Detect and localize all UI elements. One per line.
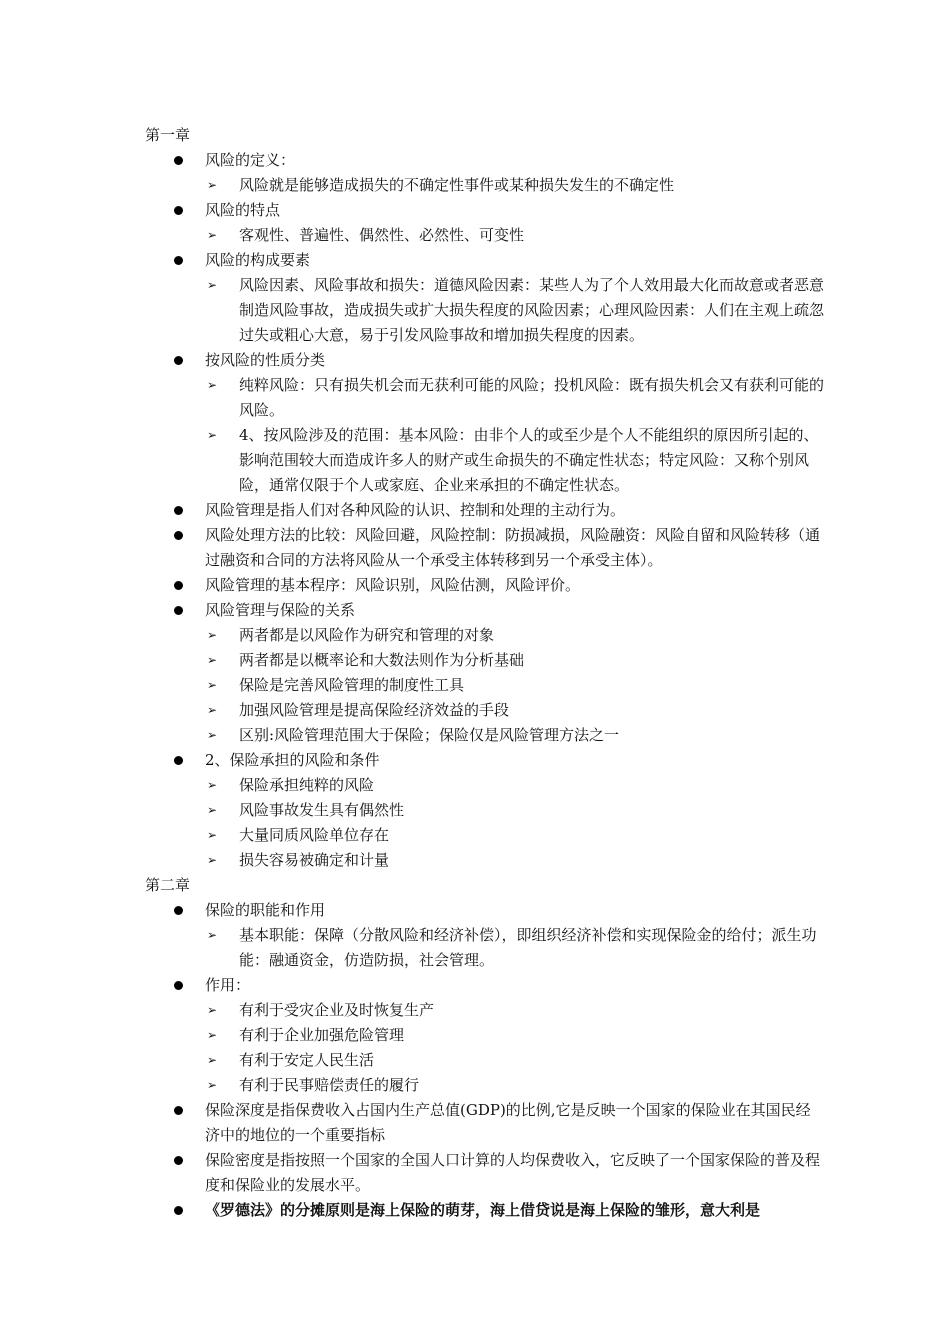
- bullet-dot-icon: [174, 256, 183, 265]
- bullet-text: 风险的定义：: [205, 151, 296, 169]
- bullet-dot-icon: [174, 906, 183, 915]
- sub-item: [145, 223, 825, 248]
- sub-item-text: 两者都是以风险作为研究和管理的对象: [239, 626, 495, 644]
- sub-item: [145, 423, 825, 498]
- bullet-item: [145, 573, 825, 598]
- arrow-bullet-icon: ➢: [207, 653, 218, 667]
- bullet-dot-icon: [174, 606, 183, 615]
- sub-item-text: 基本职能：保障（分散风险和经济补偿），即组织经济补偿和实现保险金的给付；派生功能：融通资金，仿造防损，社会管理。: [239, 926, 817, 969]
- bullet-text: 风险的构成要素: [205, 251, 311, 269]
- arrow-bullet-icon: ➢: [207, 778, 218, 792]
- arrow-bullet-icon: ➢: [207, 703, 218, 717]
- bullet-item: [145, 598, 825, 623]
- bullet-text: 保险密度是指按照一个国家的全国人口计算的人均保费收入，它反映了一个国家保险的普及程度和保险业的发展水平。: [205, 1151, 821, 1194]
- sub-item-text: 风险事故发生具有偶然性: [239, 801, 405, 819]
- arrow-bullet-icon: ➢: [207, 428, 218, 442]
- arrow-bullet-icon: ➢: [207, 628, 218, 642]
- bullet-text: 按风险的性质分类: [205, 351, 326, 369]
- bullet-text: 2、保险承担的风险和条件: [205, 751, 380, 769]
- bullet-text: 风险管理与保险的关系: [205, 601, 356, 619]
- sub-item-text: 客观性、普遍性、偶然性、必然性、可变性: [239, 226, 525, 244]
- sub-item-text: 有利于民事赔偿责任的履行: [239, 1076, 420, 1094]
- sub-item: [145, 1073, 825, 1098]
- bullet-text: 风险管理是指人们对各种风险的认识、控制和处理的主动行为。: [205, 501, 626, 519]
- bullet-item: [145, 898, 825, 923]
- bullet-dot-icon: [174, 1106, 183, 1115]
- sub-item-text: 两者都是以概率论和大数法则作为分析基础: [239, 651, 525, 669]
- sub-item: [145, 1023, 825, 1048]
- bullet-item: [145, 1098, 825, 1148]
- sub-item: [145, 173, 825, 198]
- sub-item-text: 有利于安定人民生活: [239, 1051, 375, 1069]
- bullet-dot-icon: [174, 756, 183, 765]
- sub-item: [145, 773, 825, 798]
- arrow-bullet-icon: ➢: [207, 228, 218, 242]
- sub-item-text: 风险因素、风险事故和损失：道德风险因素：某些人为了个人效用最大化而故意或者恶意制造风险事故，造成损失或扩大损失程度的风险因素；心理风险因素：人们在主观上疏忽过失或粗心大意，易于引发风险事故和增加损失程度的因素。: [239, 276, 825, 344]
- sub-item-text: 加强风险管理是提高保险经济效益的手段: [239, 701, 510, 719]
- bullet-item: [145, 748, 825, 773]
- bullet-item: [145, 1148, 825, 1198]
- sub-item: [145, 823, 825, 848]
- bullet-dot-icon: [174, 1206, 183, 1215]
- bullet-dot-icon: [174, 581, 183, 590]
- bullet-text: 风险的特点: [205, 201, 281, 219]
- chapter-title: 第一章: [145, 126, 191, 144]
- bullet-item: [145, 523, 825, 573]
- bullet-text: 《罗德法》的分摊原则是海上保险的萌芽，海上借贷说是海上保险的雏形，意大利是: [205, 1201, 761, 1219]
- bullet-item: [145, 1198, 825, 1223]
- bullet-item: [145, 973, 825, 998]
- sub-item: [145, 273, 825, 348]
- arrow-bullet-icon: ➢: [207, 378, 218, 392]
- bullet-dot-icon: [174, 206, 183, 215]
- bullet-item: [145, 148, 825, 173]
- arrow-bullet-icon: ➢: [207, 803, 218, 817]
- arrow-bullet-icon: ➢: [207, 178, 218, 192]
- sub-item-text: 大量同质风险单位存在: [239, 826, 390, 844]
- arrow-bullet-icon: ➢: [207, 853, 218, 867]
- arrow-bullet-icon: ➢: [207, 1053, 218, 1067]
- bullet-dot-icon: [174, 981, 183, 990]
- document-body: [145, 123, 825, 1223]
- bullet-dot-icon: [174, 356, 183, 365]
- sub-item: [145, 998, 825, 1023]
- arrow-bullet-icon: ➢: [207, 728, 218, 742]
- arrow-bullet-icon: ➢: [207, 278, 218, 292]
- bullet-dot-icon: [174, 1156, 183, 1165]
- bullet-item: [145, 248, 825, 273]
- arrow-bullet-icon: ➢: [207, 1028, 218, 1042]
- sub-item-text: 风险就是能够造成损失的不确定性事件或某种损失发生的不确定性: [239, 176, 675, 194]
- sub-item: [145, 923, 825, 973]
- sub-item: [145, 698, 825, 723]
- bullet-text: 保险的职能和作用: [205, 901, 326, 919]
- bullet-dot-icon: [174, 506, 183, 515]
- sub-item-text: 区别:风险管理范围大于保险；保险仅是风险管理方法之一: [239, 726, 620, 744]
- sub-item: [145, 373, 825, 423]
- bullet-text: 风险处理方法的比较：风险回避，风险控制：防损减损，风险融资：风险自留和风险转移（通过融资和合同的方法将风险从一个承受主体转移到另一个承受主体）。: [205, 526, 821, 569]
- bullet-text: 作用：: [205, 976, 251, 994]
- sub-item: [145, 723, 825, 748]
- arrow-bullet-icon: ➢: [207, 1003, 218, 1017]
- sub-item-text: 保险承担纯粹的风险: [239, 776, 375, 794]
- bullet-dot-icon: [174, 531, 183, 540]
- arrow-bullet-icon: ➢: [207, 678, 218, 692]
- bullet-item: [145, 198, 825, 223]
- bullet-dot-icon: [174, 156, 183, 165]
- sub-item: [145, 648, 825, 673]
- sub-item: [145, 848, 825, 873]
- sub-item-text: 有利于企业加强危险管理: [239, 1026, 405, 1044]
- chapter-title: 第二章: [145, 876, 191, 894]
- arrow-bullet-icon: ➢: [207, 928, 218, 942]
- sub-item: [145, 623, 825, 648]
- sub-item-text: 4、按风险涉及的范围：基本风险：由非个人的或至少是个人不能组织的原因所引起的、影响范围较大而造成许多人的财产或生命损失的不确定性状态；特定风险：又称个别风险，通常仅限于个人或家庭、企业来承担的不确定性状态。: [239, 426, 819, 494]
- sub-item: [145, 798, 825, 823]
- bullet-text: 保险深度是指保费收入占国内生产总值(GDP)的比例,它是反映一个国家的保险业在其国民经济中的地位的一个重要指标: [205, 1101, 811, 1144]
- arrow-bullet-icon: ➢: [207, 1078, 218, 1092]
- sub-item-text: 有利于受灾企业及时恢复生产: [239, 1001, 435, 1019]
- sub-item-text: 纯粹风险：只有损失机会而无获利可能的风险；投机风险：既有损失机会又有获利可能的风险。: [239, 376, 825, 419]
- bullet-item: [145, 348, 825, 373]
- bullet-item: [145, 498, 825, 523]
- arrow-bullet-icon: ➢: [207, 828, 218, 842]
- sub-item: [145, 673, 825, 698]
- sub-item-text: 损失容易被确定和计量: [239, 851, 390, 869]
- sub-item-text: 保险是完善风险管理的制度性工具: [239, 676, 465, 694]
- sub-item: [145, 1048, 825, 1073]
- bullet-text: 风险管理的基本程序：风险识别，风险估测，风险评价。: [205, 576, 581, 594]
